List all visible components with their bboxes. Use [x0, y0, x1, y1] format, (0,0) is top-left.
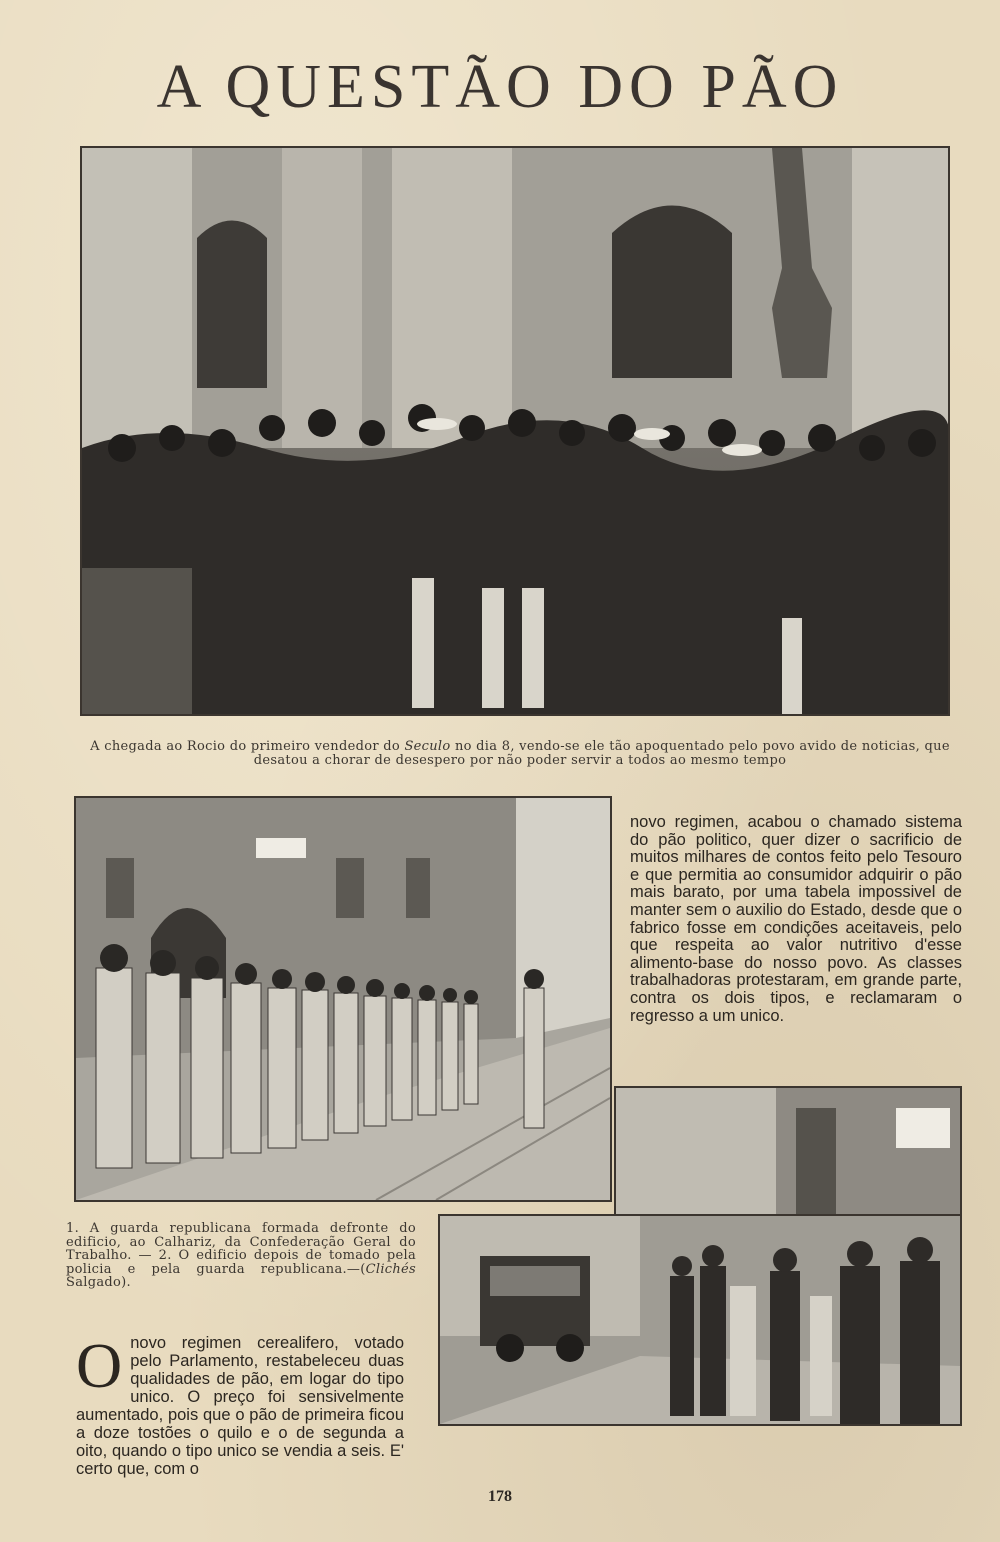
top-caption-pre: A chegada ao Rocio do primeiro vendedor do [90, 739, 405, 754]
drop-cap: O [76, 1330, 123, 1401]
article-left-text: novo regimen cerealifero, votado pelo Parlamento, restabeleceu duas qualidades de pão, em logar do tipo unico. O preço foi sensivelmente aumentado, pois que o pão de primeira ficou a doze tostões o quilo e o de segunda a oito, quando o tipo unico se vendia a seis. E' certo que, com o [76, 1334, 404, 1478]
page-number: 178 [488, 1488, 512, 1505]
article-column-left [76, 1330, 404, 1478]
guard-photo [74, 796, 612, 1202]
middle-caption-italic: Clichés [365, 1261, 416, 1277]
article-right-text: novo regimen, acabou o chamado sistema do pão politico, quer dizer o sacrificio de muitos milhares de contos feito pelo Tesouro e que permitia ao consumidor adquirir o pão mais barato, por uma tabela impossivel de manter sem o auxilio do Estado, desde que o fabrico fosse em condições aceitaveis, pelo que respeita ao valor nutritivo d'esse alimento-base do nosso povo. As classes trabalhadoras protestaram, em grande parte, contra os dois tipos, e reclamaram o regresso a um unico. [630, 813, 962, 1025]
crowd-photo-icon [82, 148, 948, 714]
top-caption-post: no dia 8, vendo-se ele tão apoquentado pelo povo avido de noticias, que desatou a chorar de desespero por não poder servir a todos ao mesmo tempo [253, 739, 950, 768]
article-column-right [630, 814, 962, 1025]
street-photo [438, 1214, 962, 1426]
middle-caption-pre: 1. A guarda republicana formada defronte do edificio, ao Calhariz, da Confederação Geral do Trabalho. — 2. O edificio depois de tomado pela policia e pela guarda republicana.—( [66, 1221, 416, 1277]
top-photo-caption [72, 740, 968, 768]
guard-row-photo-icon [76, 798, 610, 1200]
guard-photo-caption [66, 1222, 416, 1290]
page-title: A QUESTÃO DO PÃO [156, 53, 844, 121]
street-car-photo-icon [440, 1216, 960, 1424]
middle-caption-post: Salgado). [66, 1275, 131, 1290]
top-caption-italic: Seculo [404, 739, 451, 754]
crowd-photo [80, 146, 950, 716]
